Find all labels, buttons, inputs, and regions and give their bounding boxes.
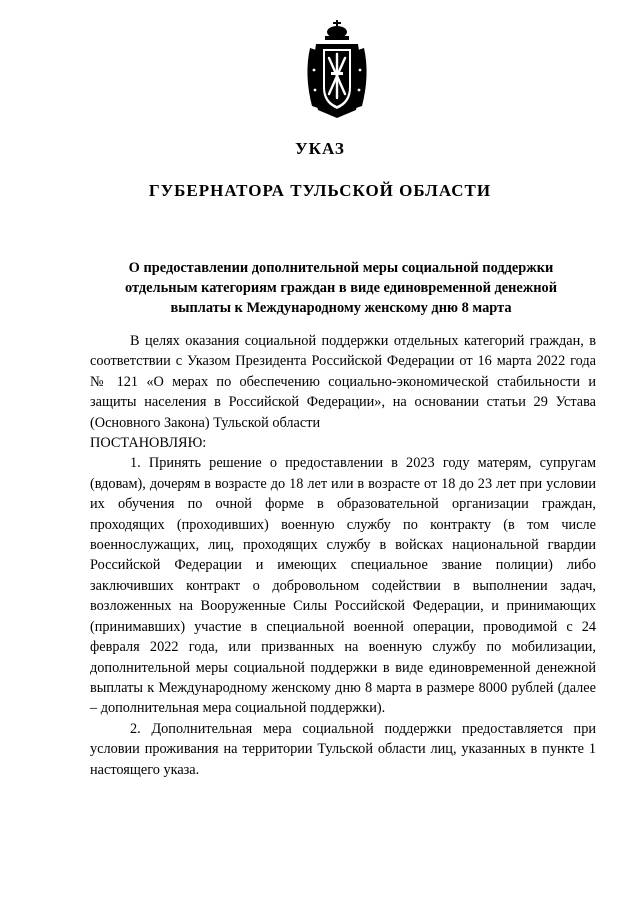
subject-line: выплаты к Международному женскому дню 8 марта	[170, 300, 512, 316]
decree-title: УКАЗ	[295, 139, 345, 158]
decree-subject	[92, 258, 590, 318]
subject-line: О предоставлении дополнительной меры социальной поддержки	[128, 260, 554, 276]
preamble-paragraph: В целях оказания социальной поддержки отдельных категорий граждан, в соответствии с Указом Президента Российской Федерации от 16 марта 2022 года № 121 «О мерах по обеспечению социально-экономической стабильности и защиты населения в Российской Федерации», на основании статьи 29 Устава (Основного Закона) Тульской области	[90, 333, 596, 431]
subject-line: отдельным категориям граждан в виде единовременной денежной	[124, 280, 558, 296]
coat-of-arms-icon	[302, 20, 372, 120]
issuer-title: ГУБЕРНАТОРА ТУЛЬСКОЙ ОБЛАСТИ	[148, 181, 492, 200]
item-paragraph-1: 1. Принять решение о предоставлении в 2023 году матерям, супругам (вдовам), дочерям в возрасте до 18 лет или в возрасте от 18 до 23 лет при условии их обучения по очной форме в образовательной организации граждан, проходящих (проходивших) военную службу по контракту (в том числе военнослужащих, лиц, проходящих службу в войсках национальной гвардии Российской Федерации и имеющих специальное звание полиции) либо заключивших контракт о добровольном содействии в выполнении задач, возложенных на Вооруженные Силы Российской Федерации, и принимающих (принимавших) участие в специальной военной операции, проводимой с 24 февраля 2022 года, или призванных на военную службу по мобилизации, дополнительной меры социальной поддержки в виде единовременной денежной выплаты к Международному женскому дню 8 марта в размере 8000 рублей (далее – дополнительная мера социальной поддержки).	[90, 455, 596, 717]
decree-body	[90, 331, 596, 780]
resolve-word: ПОСТАНОВЛЯЮ:	[90, 435, 207, 452]
item-paragraph-2: 2. Дополнительная мера социальной поддержки предоставляется при условии проживания на территории Тульской области лиц, указанных в пункте 1 настоящего указа.	[90, 720, 596, 778]
